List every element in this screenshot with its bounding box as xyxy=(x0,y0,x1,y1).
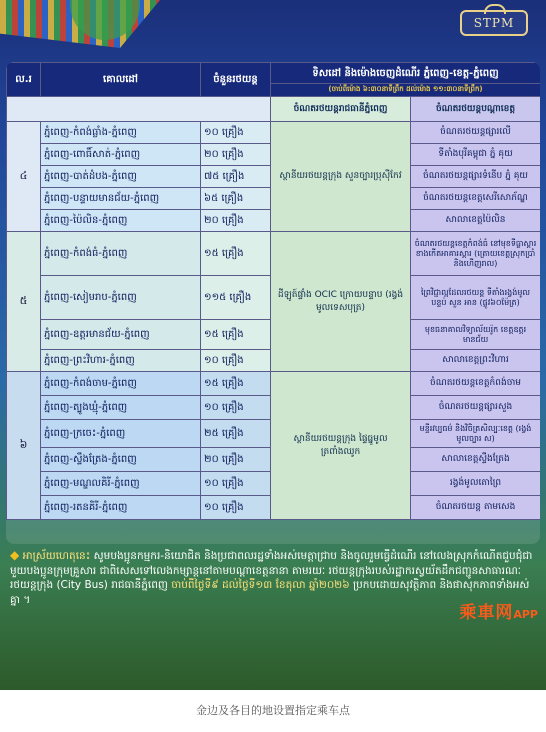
header-province-station: ចំណតរថយន្តបណ្តាខេត្ត xyxy=(411,97,541,122)
route-destination: ភ្នំពេញ-កំពង់ធំ-ភ្នំពេញ xyxy=(41,232,201,276)
vehicle-count: ២០ គ្រឿង xyxy=(201,144,271,166)
vehicle-count: ១០ គ្រឿង xyxy=(201,496,271,520)
departure-station: ស្ថានីយរថយន្តក្រុង សួនច្បារប្រុស៊ីកែវ xyxy=(271,122,411,232)
notice-tail: ប្រកបដោយសុវត្ថិភាព និងផាសុកភាពទាំងអស់គ្នា ។ xyxy=(10,579,530,606)
header-no: ល.រ xyxy=(7,63,41,97)
notice-lead: អាស្រ័យហេតុនេះ xyxy=(22,550,91,562)
province-stop: ចំណតរថយន្តផ្សារលើ xyxy=(411,122,541,144)
province-stop: ចំណតរថយន្តខេត្តកំពង់ចាម xyxy=(411,372,541,396)
header-time-range: (ចាប់ពីម៉ោង ៦:៣០នាទីព្រឹក ដល់ម៉ោង ១១:៣០នាទីព្រឹក) xyxy=(271,84,541,97)
group-number: ៥ xyxy=(7,232,41,372)
route-destination: ភ្នំពេញ-រតនគិរី-ភ្នំពេញ xyxy=(41,496,201,520)
stpm-logo: STPM xyxy=(460,10,528,36)
image-caption: 金边及各目的地设置指定乘车点 xyxy=(196,704,350,717)
group-number: ៤ xyxy=(7,122,41,232)
province-stop: ទីតាំងបុរីគម្ពុជា ភ្នំ គុយ xyxy=(411,144,541,166)
notice-body: សូមបងប្អូនកម្មករ-និយោជិត និងប្រជាពលរដ្ឋទាំងអស់មេត្តាជ្រាប និងចូលរួមធ្វើដំណើរ នៅលេងស្រុកកំណើតជួបជុំជាមួយបងប្អូនក្រុមគ្រួសារ ជាពិសេសទៅលេងកម្សាន្តនៅតាមបណ្ដាខេត្តនានា តាមរយៈ រថយន្តក្រុងរបស់រដ្ឋាករស្វយ័តដឹកជញ្ជូនសាធារណៈរថយន្តក្រុង (City Bus) រាជធានីភ្នំពេញ xyxy=(10,550,533,591)
province-stop: មុខធនាគាលវិទ្យាល័យរ៉ូក ខេត្តឧត្តរមានជ័យ xyxy=(411,320,541,350)
province-stop: ចំណតរថយន្តផ្សារសួង xyxy=(411,396,541,420)
route-destination: ភ្នំពេញ-កំពង់ចាម-ភ្នំពេញ xyxy=(41,372,201,396)
route-destination: ភ្នំពេញ-ក្រចេះ-ភ្នំពេញ xyxy=(41,420,201,448)
route-destination: ភ្នំពេញ-ឧត្តរមានជ័យ-ភ្នំពេញ xyxy=(41,320,201,350)
group-number: ៦ xyxy=(7,372,41,520)
departure-station: ដីឡូត៍ផ្ទាំង OCIC ក្រោយបន្ទាប (រង្វង់មូលទេសបុត្រ) xyxy=(271,232,411,372)
schedule-table xyxy=(6,62,540,520)
vehicle-count: ១៥ គ្រឿង xyxy=(201,320,271,350)
vehicle-count: ២៥ គ្រឿង xyxy=(201,420,271,448)
province-stop: មន្ទីរវប្បធម៌ និងវិចិត្រសិល្បៈខេត្ត (រង្វង់មូលច្បារ ស) xyxy=(411,420,541,448)
header-spacer xyxy=(7,97,271,122)
departure-station: ស្ថានីយរថយន្តក្រុង ផ្ទៃធ្នូមូលត្រពាំងឈូក xyxy=(271,372,411,520)
route-destination: ភ្នំពេញ-ពោធិ៍សាត់-ភ្នំពេញ xyxy=(41,144,201,166)
route-destination: ភ្នំពេញ-សៀមរាប-ភ្នំពេញ xyxy=(41,276,201,320)
watermark-logo xyxy=(459,598,538,623)
route-destination: ភ្នំពេញ-ប៉ៃលិន-ភ្នំពេញ xyxy=(41,210,201,232)
province-stop: សាលាខេត្តស្ទឹងត្រែង xyxy=(411,448,541,472)
diamond-icon: ◆ xyxy=(10,548,20,562)
vehicle-count: ១០ គ្រឿង xyxy=(201,350,271,372)
province-stop: សាលាខេត្តប៉ៃលិន xyxy=(411,210,541,232)
vehicle-count: ១៥ គ្រឿង xyxy=(201,372,271,396)
watermark-brand: 乘車网 xyxy=(459,603,514,623)
header-destination: គោលដៅ xyxy=(41,63,201,97)
vehicle-count: ១០ គ្រឿង xyxy=(201,472,271,496)
vehicle-count: ១៥ គ្រឿង xyxy=(201,232,271,276)
header-phnom-penh-station: ចំណតរថយន្តរាជធានីភ្នំពេញ xyxy=(271,97,411,122)
schedule-table-container xyxy=(6,62,540,544)
route-destination: ភ្នំពេញ-ស្ទឹងត្រែង-ភ្នំពេញ xyxy=(41,448,201,472)
vehicle-count: ១០ គ្រឿង xyxy=(201,396,271,420)
route-destination: ភ្នំពេញ-បន្ទាយមានជ័យ-ភ្នំពេញ xyxy=(41,188,201,210)
province-stop: រង្វង់មូលតោព្រៃ xyxy=(411,472,541,496)
route-destination: ភ្នំពេញ-កំពង់ធ្លាំង-ភ្នំពេញ xyxy=(41,122,201,144)
watermark-app: APP xyxy=(513,608,538,621)
header-route-time: ទិសដៅ និងម៉ោងចេញដំណើរ ភ្នំពេញ-ខេត្ត-ភ្នំពេញ xyxy=(271,63,541,84)
province-stop: សាលាខេត្តព្រះវិហារ xyxy=(411,350,541,372)
route-destination: ភ្នំពេញ-មណ្ឌលគិរី-ភ្នំពេញ xyxy=(41,472,201,496)
route-destination: ភ្នំពេញ-បាត់ដំបង-ភ្នំពេញ xyxy=(41,166,201,188)
table-row xyxy=(7,122,541,144)
province-stop: ចំណតរថយន្តខេត្តសេរីសោភ័ណ្ឌ xyxy=(411,188,541,210)
vehicle-count: ១១៥ គ្រឿង xyxy=(201,276,271,320)
table-row xyxy=(7,232,541,276)
vehicle-count: ២០ គ្រឿង xyxy=(201,448,271,472)
notice-dates: ចាប់ពីថ្ងៃទី៩ ដល់ថ្ងៃទី១៣ ខែតុលា ឆ្នាំ២០២៦ xyxy=(167,579,350,591)
header-vehicle-count: ចំនួនរថយន្ត xyxy=(201,63,271,97)
vehicle-count: ៦៥ គ្រឿង xyxy=(201,188,271,210)
province-stop: ព្រៃវិជ្ជាល្អដែលរថយន្ត ទីតាំងរង្វង់មូលបន្ទប់ សួន អាន (ផ្លូវ៦០ម៉ែត្រ) xyxy=(411,276,541,320)
province-stop: ចំណតរថយន្តខេត្តកំពង់ធំ នៅមុខទីធ្លាស្ដារ ខាងកើតអាគារស្ដារ (ត្រោយខេត្តស្រុកប្រាំ និងហើញរាល) xyxy=(411,232,541,276)
route-destination: ភ្នំពេញ-ត្បូងឃ្មុំ-ភ្នំពេញ xyxy=(41,396,201,420)
vehicle-count: ៧៥ គ្រឿង xyxy=(201,166,271,188)
vehicle-count: ២០ គ្រឿង xyxy=(201,210,271,232)
route-destination: ភ្នំពេញ-ព្រះវិហារ-ភ្នំពេញ xyxy=(41,350,201,372)
vehicle-count: ១០ គ្រឿង xyxy=(201,122,271,144)
province-stop: ចំណតរថយន្តផ្សារទំនើប ភ្នំ គុយ xyxy=(411,166,541,188)
province-stop: ចំណតរថយន្ត តាមសេង xyxy=(411,496,541,520)
table-row xyxy=(7,372,541,396)
